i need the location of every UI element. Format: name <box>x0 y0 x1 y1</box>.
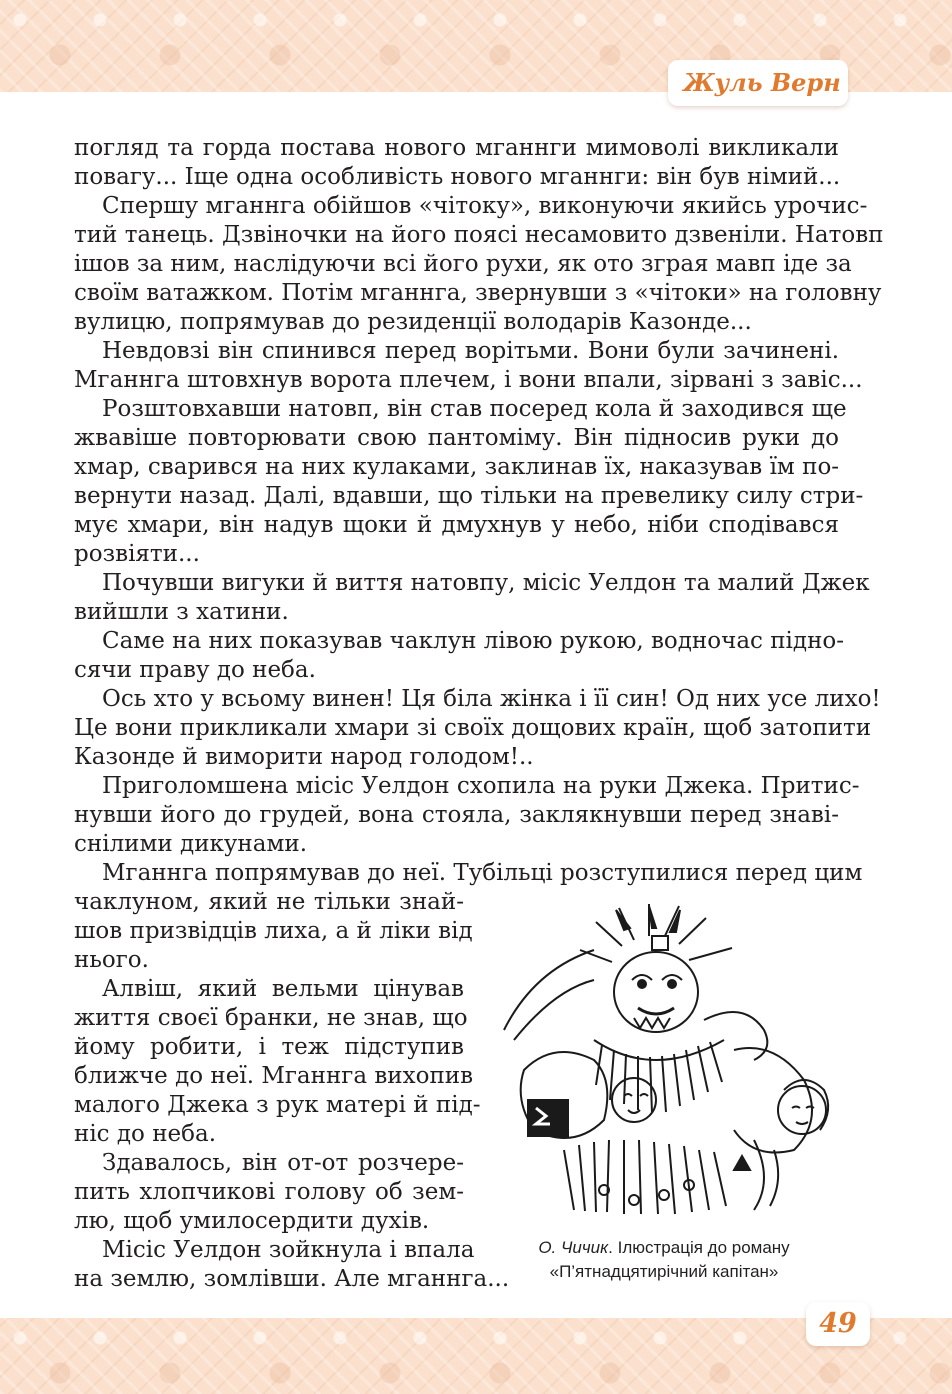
text-line: вернути назад. Далі, вдавши, що тільки на превелику силу стри- <box>74 483 864 509</box>
text-line: Алвіш, який вельми цінував <box>102 976 464 1002</box>
text-line: Місіс Уелдон зойкнула і впала <box>102 1237 475 1263</box>
text-line: життя своєї бранки, не знав, що <box>74 1005 468 1031</box>
text-line: Розштовхавши натовп, він став посеред кола й заходився ще <box>102 396 847 422</box>
text-line: малого Джека з рук матері й під- <box>74 1092 481 1118</box>
text-line: вулицю, попрямував до резиденції володарів Казонде... <box>74 309 752 335</box>
caption-author: О. Чичик <box>538 1238 609 1257</box>
text-line: шов призвідців лиха, а й ліки від <box>74 918 473 944</box>
text-line: Мганнга штовхнув ворота плечем, і вони впали, зірвані з завіс... <box>74 367 863 393</box>
text-line: розвіяти... <box>74 541 200 567</box>
witch-doctor-illustration <box>484 900 844 1222</box>
text-line: жвавіше повторювати свою пантоміму. Він підносив руки до <box>74 425 839 451</box>
text-line: мує хмари, він надув щоки й дмухнув у небо, ніби сподівався <box>74 512 839 538</box>
text-line: Мганнга попрямував до неї. Тубільці розступилися перед цим <box>102 860 863 886</box>
text-line: нувши його до грудей, вона стояла, заклякнувши перед знаві- <box>74 802 839 828</box>
text-line: Спершу мганнга обійшов «чітоку», виконуючи якийсь урочис- <box>102 193 868 219</box>
running-header-title: Жуль Верн <box>683 68 841 97</box>
text-line: погляд та горда постава нового мганнги мимоволі викликали <box>74 135 839 161</box>
text-line: повагу... Іще одна особливість нового мганнги: він був німий... <box>74 164 841 190</box>
page-number: 49 <box>819 1308 857 1339</box>
text-line: Здавалось, він от-от розчере- <box>102 1150 464 1176</box>
text-line: тий танець. Дзвіночки на його поясі несамовито дзвеніли. Натовп <box>74 222 884 248</box>
text-line: Ось хто у всьому винен! Ця біла жінка і її син! Од них усе лихо! <box>102 686 881 712</box>
text-line: ближче до неї. Мганнга вихопив <box>74 1063 474 1089</box>
illustration-caption-line2: «П’ятнадцятирічний капітан» <box>549 1262 779 1281</box>
text-line: на землю, зомлівши. Але мганнга... <box>74 1266 510 1292</box>
text-line: лю, щоб умилосердити духів. <box>74 1208 430 1234</box>
illustration <box>484 900 844 1222</box>
text-line: Приголомшена місіс Уелдон схопила на руки Джека. Притис- <box>102 773 860 799</box>
text-line: Саме на них показував чаклун лівою рукою, водночас підно- <box>102 628 845 654</box>
text-line: нього. <box>74 947 149 973</box>
text-line: хмар, сварився на них кулаками, заклинав їх, наказував їм по- <box>74 454 840 480</box>
text-line: своїм ватажком. Потім мганнга, звернувши з «чітоки» на головну <box>74 280 882 306</box>
text-line: Це вони прикликали хмари зі своїх дощових країн, щоб затопити <box>74 715 872 741</box>
text-line: чаклуном, який не тільки знай- <box>74 889 464 915</box>
text-line: пить хлопчикові голову об зем- <box>74 1179 464 1205</box>
illustration-caption-line1 <box>496 1236 832 1259</box>
text-line: йому робити, і теж підступив <box>74 1034 464 1060</box>
text-line: Казонде й виморити народ голодом!.. <box>74 744 534 770</box>
text-line: снілими дикунами. <box>74 831 308 857</box>
caption-text: . Ілюстрація до роману <box>608 1238 790 1257</box>
text-line: ніс до неба. <box>74 1121 217 1147</box>
text-line: сячи праву до неба. <box>74 657 316 683</box>
text-line: Невдовзі він спинився перед ворітьми. Вони були зачинені. <box>102 338 839 364</box>
text-line: вийшли з хатини. <box>74 599 289 625</box>
text-line: ішов за ним, наслідуючи всі його рухи, як ото зграя мавп іде за <box>74 251 852 277</box>
text-line: Почувши вигуки й виття натовпу, місіс Уелдон та малий Джек <box>102 570 870 596</box>
